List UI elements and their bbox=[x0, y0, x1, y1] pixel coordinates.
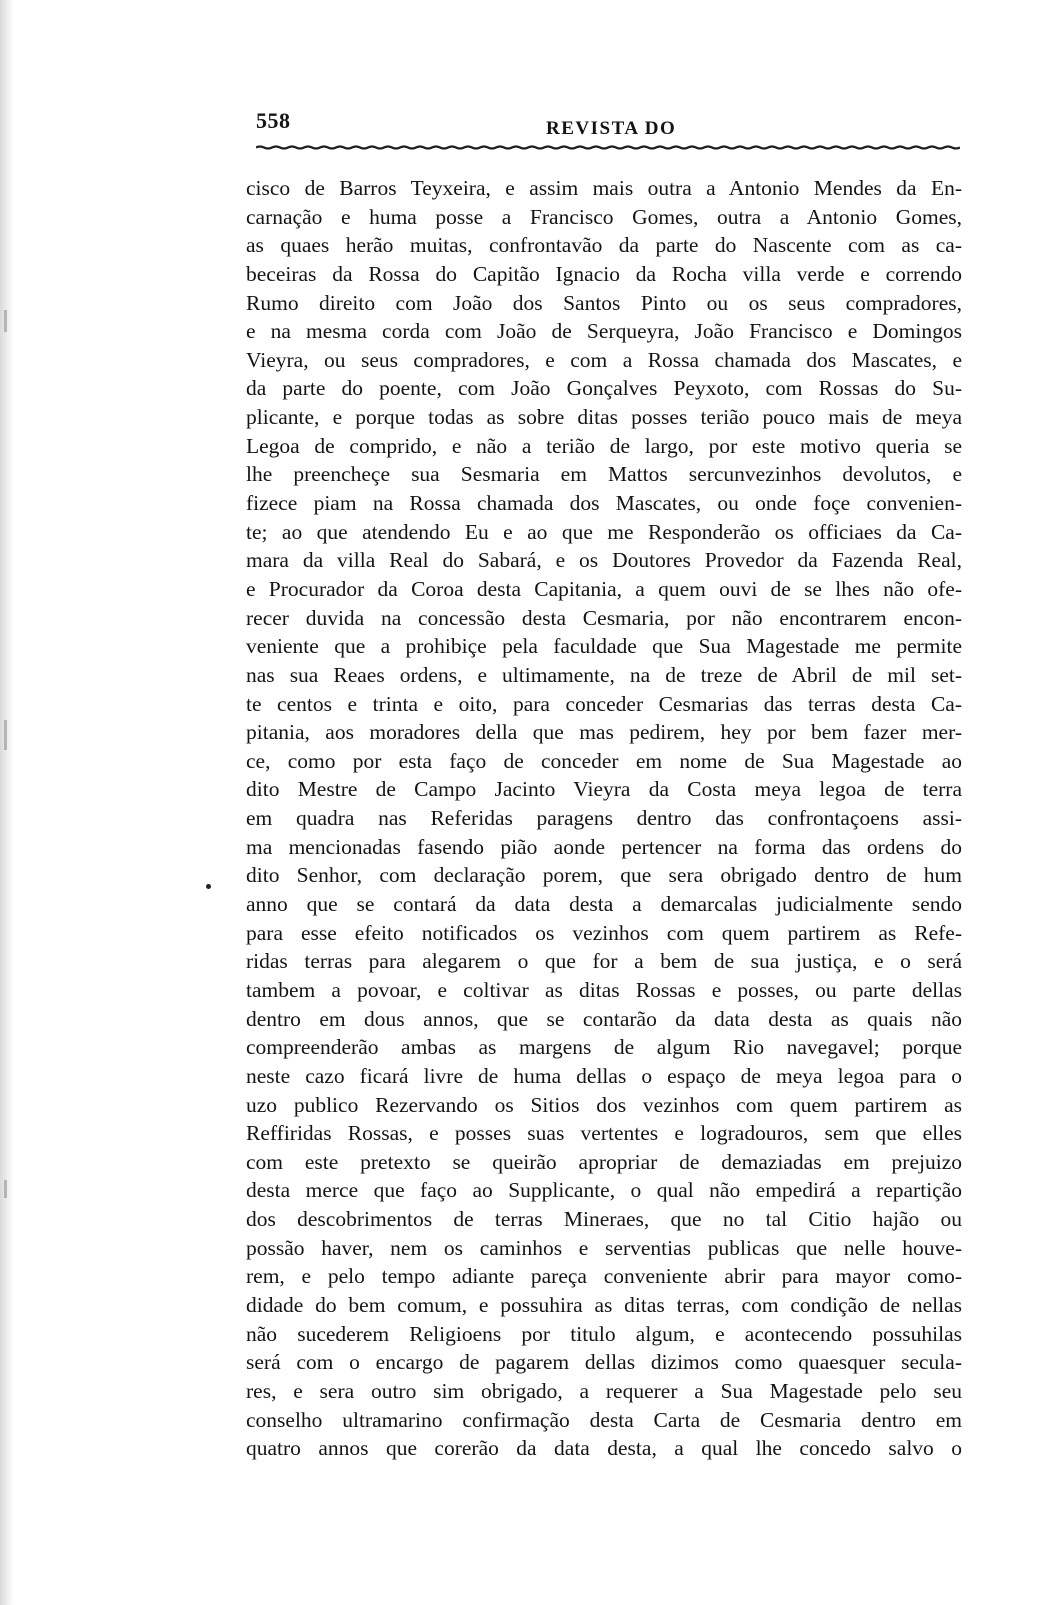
text-line: recer duvida na concessão desta Cesmaria, por não encontrarem encon- bbox=[246, 605, 962, 630]
running-title: REVISTA DO bbox=[546, 118, 677, 139]
text-line: será com o encargo de pagarem dellas dizimos como quaesquer secula- bbox=[246, 1350, 962, 1375]
scan-speck bbox=[4, 1180, 7, 1198]
text-line: beceiras da Rossa do Capitão Ignacio da Rocha villa verde e correndo bbox=[246, 261, 962, 286]
scan-speck bbox=[4, 310, 7, 332]
text-line: possão haver, nem os caminhos e serventias publicas que nelle houve- bbox=[246, 1235, 962, 1260]
text-line: não sucederem Religioens por titulo algum, e acontecendo possuhilas bbox=[246, 1321, 962, 1346]
text-line: compreenderão ambas as margens de algum Rio navegavel; porque bbox=[246, 1035, 962, 1060]
text-line: Reffiridas Rossas, e posses suas vertentes e logradouros, sem que elles bbox=[246, 1121, 962, 1146]
text-line: e na mesma corda com João de Serqueyra, João Francisco e Domingos bbox=[246, 319, 962, 344]
text-line: didade do bem comum, e possuhira as ditas terras, com condição de nellas bbox=[246, 1292, 962, 1317]
text-line: com este pretexto se queirão apropriar de demaziadas em prejuizo bbox=[246, 1149, 962, 1174]
text-line: Legoa de comprido, e não a terião de largo, por este motivo queria se bbox=[246, 433, 962, 458]
text-line: plicante, e porque todas as sobre ditas posses terião pouco mais de meya bbox=[246, 405, 962, 430]
body-text bbox=[246, 174, 962, 1463]
text-line: dos descobrimentos de terras Mineraes, que no tal Citio hajão ou bbox=[246, 1207, 962, 1232]
text-line: dito Mestre de Campo Jacinto Vieyra da Costa meya legoa de terra bbox=[246, 777, 962, 802]
text-line: lhe preencheçe sua Sesmaria em Mattos sercunvezinhos devolutos, e bbox=[246, 462, 962, 487]
text-line: ridas terras para alegarem o que for a bem de sua justiça, e o será bbox=[246, 949, 962, 974]
text-line: conselho ultramarino confirmação desta Carta de Cesmaria dentro em bbox=[246, 1407, 962, 1432]
text-line: Vieyra, ou seus compradores, e com a Rossa chamada dos Mascates, e bbox=[246, 347, 962, 372]
text-line: anno que se contará da data desta a demarcalas judicialmente sendo bbox=[246, 892, 962, 917]
text-line: res, e sera outro sim obrigado, a requerer a Sua Magestade pelo seu bbox=[246, 1378, 962, 1403]
page-header bbox=[256, 100, 960, 146]
scan-speck bbox=[4, 720, 7, 750]
text-line: pitania, aos moradores della que mas pedirem, hey por bem fazer mer- bbox=[246, 720, 962, 745]
text-line: dito Senhor, com declaração porem, que sera obrigado dentro de hum bbox=[246, 863, 962, 888]
text-line: para esse efeito notificados os vezinhos com quem partirem as Refe- bbox=[246, 920, 962, 945]
text-line: quatro annos que corerão da data desta, a qual lhe concedo salvo o bbox=[246, 1436, 962, 1461]
text-line: nas sua Reaes ordens, e ultimamente, na de treze de Abril de mil set- bbox=[246, 662, 962, 687]
text-line: carnação e huma posse a Francisco Gomes, outra a Antonio Gomes, bbox=[246, 204, 962, 229]
page-number: 558 bbox=[256, 108, 291, 133]
text-line: cisco de Barros Teyxeira, e assim mais outra a Antonio Mendes da En- bbox=[246, 176, 962, 200]
text-line: desta merce que faço ao Supplicante, o qual não empedirá a repartição bbox=[246, 1178, 962, 1203]
text-line: dentro em dous annos, que se contarão da data desta as quais não bbox=[246, 1006, 962, 1031]
text-line: e Procurador da Coroa desta Capitania, a quem ouvi de se lhes não ofe- bbox=[246, 576, 962, 601]
text-line: te; ao que atendendo Eu e ao que me Responderão os officiaes da Ca- bbox=[246, 519, 962, 544]
header-rule bbox=[256, 145, 960, 150]
text-line: as quaes herão muitas, confrontavão da parte do Nascente com as ca- bbox=[246, 233, 962, 258]
margin-dot bbox=[206, 884, 211, 889]
text-line: ma mencionadas fasendo pião aonde pertencer na forma das ordens do bbox=[246, 834, 962, 859]
text-line: em quadra nas Referidas paragens dentro das confrontaçoens assi- bbox=[246, 806, 962, 831]
text-line: tambem a povoar, e coltivar as ditas Rossas e posses, ou parte dellas bbox=[246, 977, 962, 1002]
text-line: mara da villa Real do Sabará, e os Doutores Provedor da Fazenda Real, bbox=[246, 548, 962, 573]
text-line: Rumo direito com João dos Santos Pinto ou os seus compradores, bbox=[246, 290, 962, 315]
text-line: veniente que a prohibiçe pela faculdade que Sua Magestade me permite bbox=[246, 634, 962, 659]
text-line: ce, como por esta faço de conceder em nome de Sua Magestade ao bbox=[246, 748, 962, 773]
scan-edge bbox=[0, 0, 14, 1605]
text-line: da parte do poente, com João Gonçalves Peyxoto, com Rossas do Su- bbox=[246, 376, 962, 401]
text-line: fizece piam na Rossa chamada dos Mascates, ou onde foçe convenien- bbox=[246, 491, 962, 516]
text-line: neste cazo ficará livre de huma dellas o espaço de meya legoa para o bbox=[246, 1063, 962, 1088]
text-line: rem, e pelo tempo adiante pareça conveniente abrir para mayor como- bbox=[246, 1264, 962, 1289]
text-line: uzo publico Rezervando os Sitios dos vezinhos com quem partirem as bbox=[246, 1092, 962, 1117]
text-line: te centos e trinta e oito, para conceder Cesmarias das terras desta Ca- bbox=[246, 691, 962, 716]
